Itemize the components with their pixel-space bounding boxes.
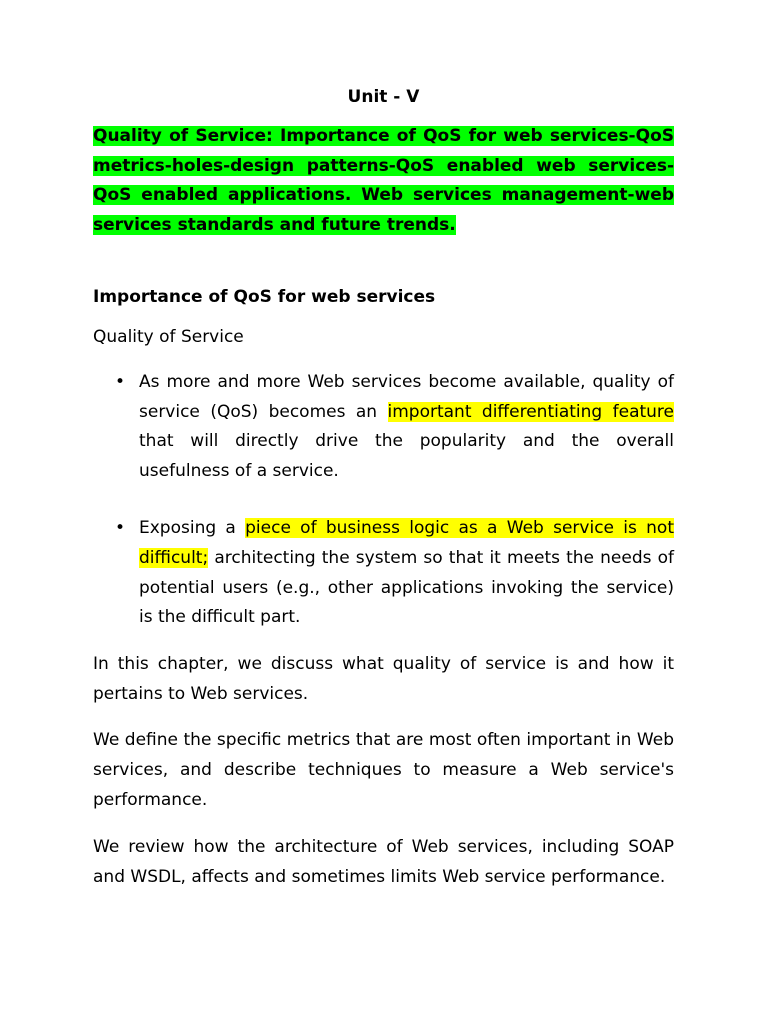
paragraph-2: We define the specific metrics that are most often important in Web services, and describe techniques to measure a Web service's performance. [93,730,674,810]
unit-summary-text: Quality of Service: Importance of QoS for web services-QoS metrics-holes-design patterns-QoS enabled web services-QoS enabled applications. Web services management-web services standards and future trends. [93,126,674,235]
bullet-list [93,368,674,633]
section-heading: Importance of QoS for web services [93,287,436,307]
unit-summary [93,122,674,240]
section-subheading: Quality of Service [93,327,244,347]
bullet-2-text-before: Exposing a [139,518,246,539]
bullet-item-1 [93,368,674,486]
bullet-1-highlight: important differentiating feature [387,401,675,422]
bullet-icon: • [115,372,126,392]
bullet-icon: • [115,518,126,539]
bullet-1-text-after: that will directly drive the popularity and the overall usefulness of a service. [139,431,674,481]
paragraph-3: We review how the architecture of Web services, including SOAP and WSDL, affects and sometimes limits Web service performance. [93,836,674,887]
document-page [93,84,674,892]
bullet-2-highlight: piece of business logic as a Web service is not difficult; [139,518,674,568]
bullet-1-text-before: As more and more Web services become available, quality of service (QoS) becomes an [139,372,674,422]
unit-title: Unit - V [347,87,420,107]
bullet-2-text-after: architecting the system so that it meets the needs of potential users (e.g., other applications invoking the service) is the difficult part. [139,547,674,628]
paragraph-1: In this chapter, we discuss what quality of service is and how it pertains to Web services. [93,653,674,704]
bullet-item-2 [93,514,674,632]
